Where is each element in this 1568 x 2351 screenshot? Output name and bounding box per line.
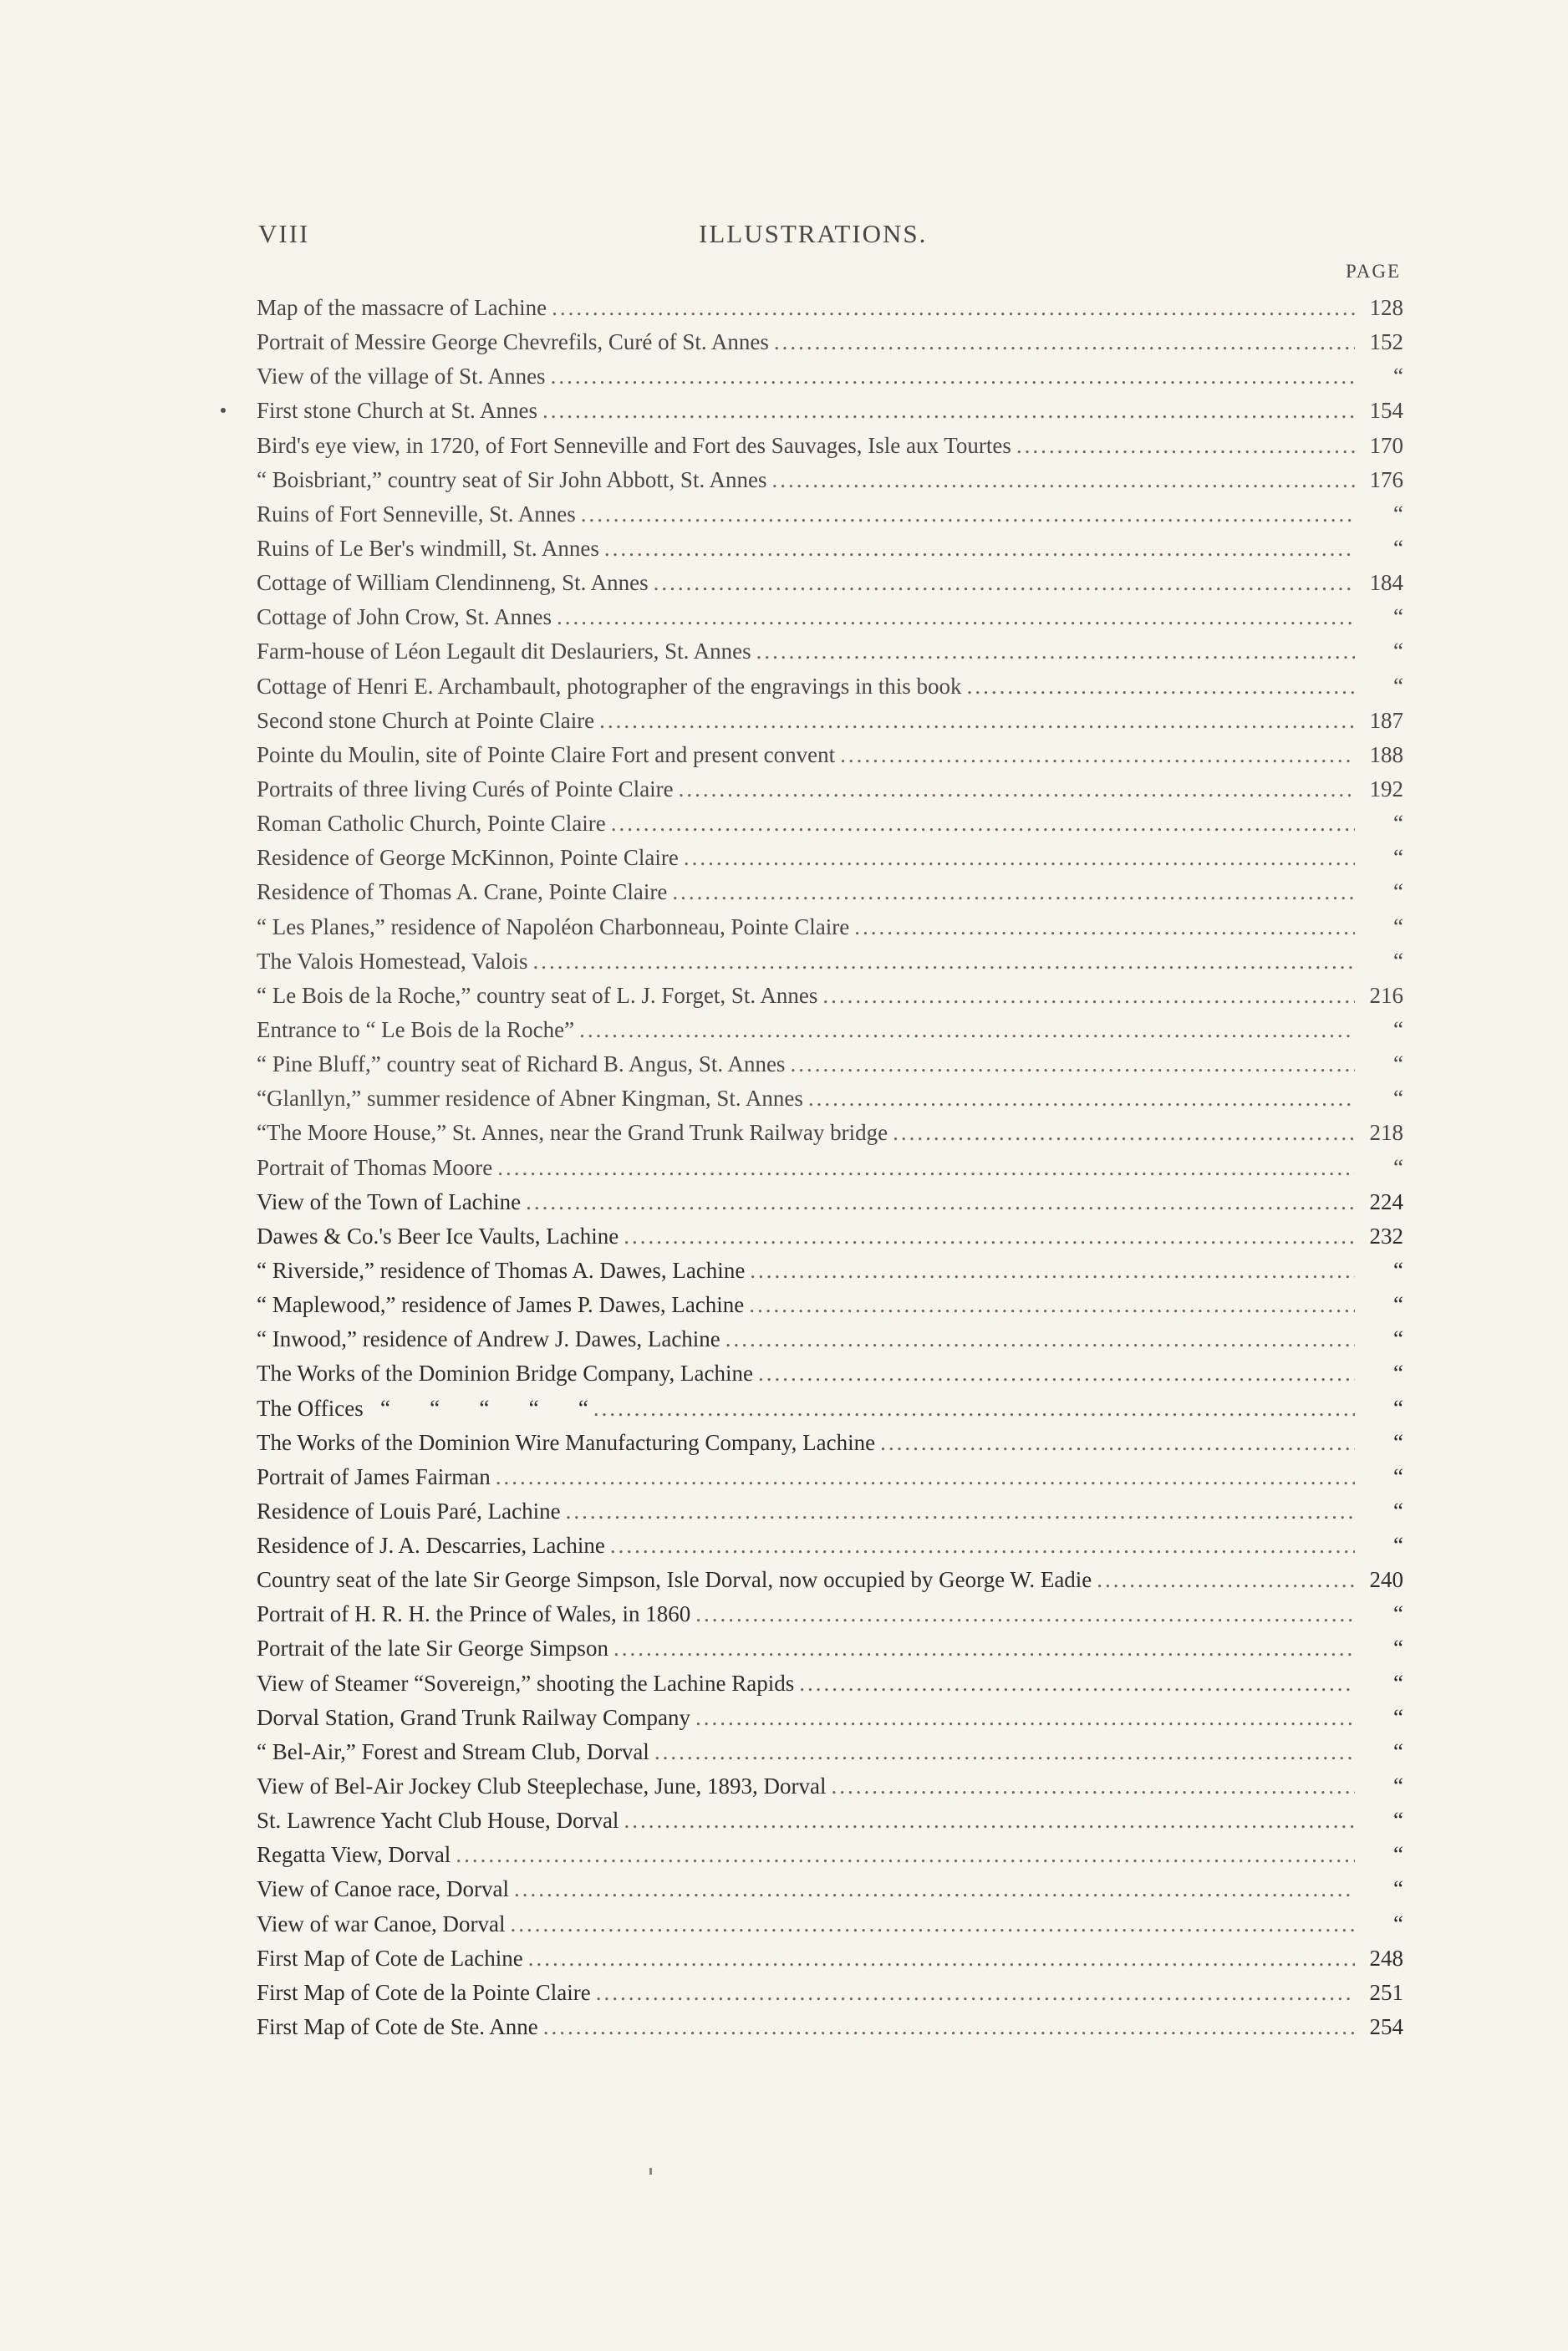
dot-leader xyxy=(875,1426,1355,1460)
dot-leader xyxy=(1092,1563,1355,1597)
entry-page: 224 xyxy=(1369,1188,1403,1214)
entry-page: 188 xyxy=(1369,741,1403,767)
entry-title: Dawes & Co.'s Beer Ice Vaults, Lachine xyxy=(257,1223,619,1249)
entry-title: Regatta View, Dorval xyxy=(257,1842,451,1868)
entry-page: 251 xyxy=(1369,1979,1403,2005)
dot-leader xyxy=(849,910,1355,944)
entry-title: View of Bel-Air Jockey Club Steeplechase, June, 1893, Dorval xyxy=(257,1773,827,1799)
dot-leader xyxy=(720,1322,1355,1356)
dot-leader xyxy=(509,1872,1355,1906)
entry-title: Portrait of the late Sir George Simpson xyxy=(257,1636,608,1661)
entry-title: “ Riverside,” residence of Thomas A. Dawes, Lachine xyxy=(257,1257,746,1283)
entry-title: The Works of the Dominion Bridge Company, Lachine xyxy=(257,1361,753,1387)
dot-leader xyxy=(649,1735,1355,1769)
entry-title: “ Bel-Air,” Forest and Stream Club, Dorval xyxy=(257,1738,649,1764)
entry-title: Portrait of Messire George Chevrefils, Curé of St. Annes xyxy=(257,329,769,355)
dot-leader xyxy=(751,634,1355,669)
list-item xyxy=(257,1494,1403,1529)
dot-leader xyxy=(679,841,1355,875)
entry-title: Residence of Thomas A. Crane, Pointe Claire xyxy=(257,879,668,905)
entry-page: “ xyxy=(1393,948,1403,974)
entry-title: Dorval Station, Grand Trunk Railway Company xyxy=(257,1704,690,1730)
entry-page: 170 xyxy=(1369,432,1403,458)
entry-page: “ xyxy=(1393,1601,1403,1627)
dot-leader xyxy=(766,463,1355,497)
list-item xyxy=(257,1529,1403,1563)
dot-leader xyxy=(794,1667,1355,1701)
entry-title: Portraits of three living Curés of Pointe Claire xyxy=(257,776,674,801)
list-item xyxy=(257,1356,1403,1391)
entry-title: Ruins of Le Ber's windmill, St. Annes xyxy=(257,535,599,561)
entry-page: “ xyxy=(1393,1773,1403,1799)
page-folio: VIII xyxy=(258,219,310,248)
list-item xyxy=(257,566,1403,600)
list-item xyxy=(257,1872,1403,1906)
dot-leader xyxy=(888,1116,1355,1150)
dot-leader xyxy=(591,1976,1355,2010)
entry-page: 232 xyxy=(1369,1223,1403,1249)
entry-title: The Valois Homestead, Valois xyxy=(257,948,528,974)
entry-title: Cottage of William Clendinneng, St. Annes xyxy=(257,570,649,596)
dot-leader xyxy=(594,704,1355,738)
entry-title: “ Les Planes,” residence of Napoléon Charbonneau, Pointe Claire xyxy=(257,913,850,939)
entry-page: “ xyxy=(1393,879,1403,905)
entry-title: “ Maplewood,” residence of James P. Dawes, Lachine xyxy=(257,1292,745,1318)
entry-title: Residence of George McKinnon, Pointe Claire xyxy=(257,845,679,871)
entry-title: St. Lawrence Yacht Club House, Dorval xyxy=(257,1808,619,1834)
entry-page: “ xyxy=(1393,1463,1403,1489)
entry-page: 187 xyxy=(1369,707,1403,733)
entry-page: “ xyxy=(1393,1051,1403,1077)
list-item xyxy=(257,1667,1403,1701)
list-item xyxy=(257,1769,1403,1804)
entry-title: First Map of Cote de la Pointe Claire xyxy=(257,1979,591,2005)
entry-title: Map of the massacre of Lachine xyxy=(257,295,547,320)
entry-page: “ xyxy=(1393,1842,1403,1868)
dot-leader xyxy=(605,1529,1355,1563)
dot-leader xyxy=(619,1219,1355,1254)
list-item xyxy=(257,394,1403,428)
list-item xyxy=(257,1322,1403,1356)
entry-title: Portrait of H. R. H. the Prince of Wales, in 1860 xyxy=(257,1601,691,1627)
page-column-label: PAGE xyxy=(1346,261,1401,282)
entry-page: 254 xyxy=(1369,2014,1403,2040)
entry-page: 192 xyxy=(1369,776,1403,801)
running-header xyxy=(258,219,1403,252)
entry-title: Pointe du Moulin, site of Pointe Claire Fort and present convent xyxy=(257,741,836,767)
entry-page: 176 xyxy=(1369,466,1403,492)
entry-page: “ xyxy=(1393,604,1403,630)
list-item xyxy=(257,841,1403,875)
entry-title: “ Pine Bluff,” country seat of Richard B. Angus, St. Annes xyxy=(257,1051,786,1077)
list-item xyxy=(257,944,1403,979)
dot-leader xyxy=(561,1494,1355,1529)
dot-leader xyxy=(574,1013,1355,1047)
list-item xyxy=(257,497,1403,532)
entry-page: “ xyxy=(1393,1876,1403,1902)
entry-page: 128 xyxy=(1369,295,1403,320)
dot-leader xyxy=(506,1907,1355,1941)
entry-title: Second stone Church at Pointe Claire xyxy=(257,707,595,733)
entry-title: “ Inwood,” residence of Andrew J. Dawes, Lachine xyxy=(257,1326,720,1352)
entry-page: 248 xyxy=(1369,1945,1403,1971)
dot-leader xyxy=(619,1804,1355,1838)
list-item xyxy=(257,1219,1403,1254)
entry-title: Portrait of James Fairman xyxy=(257,1463,491,1489)
entry-title: Portrait of Thomas Moore xyxy=(257,1154,493,1180)
entry-page: “ xyxy=(1393,1498,1403,1524)
entry-page: “ xyxy=(1393,1636,1403,1661)
entry-page: “ xyxy=(1393,1326,1403,1352)
list-item xyxy=(257,1151,1403,1185)
dot-leader xyxy=(745,1254,1355,1288)
entry-page: “ xyxy=(1393,1704,1403,1730)
list-item xyxy=(257,1185,1403,1219)
entry-page: 154 xyxy=(1369,398,1403,424)
dot-leader xyxy=(521,1185,1355,1219)
list-item xyxy=(257,910,1403,944)
dot-leader xyxy=(547,291,1355,325)
entry-page: “ xyxy=(1393,1911,1403,1936)
dot-leader xyxy=(608,1631,1355,1666)
dot-leader xyxy=(962,669,1355,704)
dot-leader xyxy=(546,359,1355,394)
entry-page: “ xyxy=(1393,1154,1403,1180)
entry-title: Residence of J. A. Descarries, Lachine xyxy=(257,1533,605,1559)
list-item xyxy=(257,1735,1403,1769)
entry-page: “ xyxy=(1393,1533,1403,1559)
entry-title: “ Boisbriant,” country seat of Sir John Abbott, St. Annes xyxy=(257,466,767,492)
entry-title: “Glanllyn,” summer residence of Abner Kingman, St. Annes xyxy=(257,1086,803,1112)
dot-leader xyxy=(785,1047,1355,1081)
dot-leader xyxy=(826,1769,1355,1804)
list-item xyxy=(257,1976,1403,2010)
list-item xyxy=(257,600,1403,634)
dot-leader xyxy=(492,1151,1355,1185)
entry-page: 218 xyxy=(1369,1120,1403,1146)
entry-title: Bird's eye view, in 1720, of Fort Senneville and Fort des Sauvages, Isle aux Tourtes xyxy=(257,432,1011,458)
list-item xyxy=(257,772,1403,807)
entry-page: “ xyxy=(1393,1016,1403,1042)
entry-title: Ruins of Fort Senneville, St. Annes xyxy=(257,501,576,527)
dot-leader xyxy=(769,325,1355,359)
list-item xyxy=(257,463,1403,497)
list-item xyxy=(257,979,1403,1013)
entry-page: 184 xyxy=(1369,570,1403,596)
entry-title: Roman Catholic Church, Pointe Claire xyxy=(257,811,606,837)
list-item xyxy=(257,1460,1403,1494)
entry-title: The Works of the Dominion Wire Manufacturing Company, Lachine xyxy=(257,1429,876,1455)
list-item xyxy=(257,1392,1403,1426)
entry-page: “ xyxy=(1393,913,1403,939)
list-item xyxy=(257,738,1403,772)
list-item xyxy=(257,1047,1403,1081)
list-item xyxy=(257,1907,1403,1941)
entry-page: “ xyxy=(1393,1395,1403,1421)
dot-leader xyxy=(690,1597,1355,1631)
running-title: ILLUSTRATIONS. xyxy=(699,219,928,248)
entry-title: “The Moore House,” St. Annes, near the Grand Trunk Railway bridge xyxy=(257,1120,888,1146)
entry-title: Cottage of John Crow, St. Annes xyxy=(257,604,552,630)
entry-page: “ xyxy=(1393,1670,1403,1696)
list-item xyxy=(257,532,1403,566)
list-item xyxy=(257,1597,1403,1631)
entry-title: Entrance to “ Le Bois de la Roche” xyxy=(257,1016,575,1042)
dot-leader xyxy=(674,772,1355,807)
dot-leader xyxy=(527,944,1355,979)
dot-leader xyxy=(523,1941,1355,1976)
illustrations-list xyxy=(257,291,1403,2044)
entry-title: First Map of Cote de Lachine xyxy=(257,1945,523,1971)
list-item xyxy=(257,2010,1403,2044)
entry-page: 152 xyxy=(1369,329,1403,355)
list-item xyxy=(257,1426,1403,1460)
stray-mark xyxy=(649,2168,652,2175)
entry-page: “ xyxy=(1393,673,1403,699)
entry-page: “ xyxy=(1393,1257,1403,1283)
list-item xyxy=(257,669,1403,704)
entry-title: First Map of Cote de Ste. Anne xyxy=(257,2014,538,2040)
list-item xyxy=(257,1804,1403,1838)
stray-mark xyxy=(221,408,226,413)
dot-leader xyxy=(803,1081,1355,1116)
entry-title: View of the Town of Lachine xyxy=(257,1188,522,1214)
list-item xyxy=(257,1563,1403,1597)
dot-leader xyxy=(753,1356,1355,1391)
dot-leader xyxy=(835,738,1355,772)
entry-title: Farm-house of Léon Legault dit Deslauriers, St. Annes xyxy=(257,639,751,664)
list-item xyxy=(257,1701,1403,1735)
dot-leader xyxy=(649,566,1355,600)
entry-page: “ xyxy=(1393,811,1403,837)
entry-title: View of the village of St. Annes xyxy=(257,364,546,389)
dot-leader xyxy=(1011,429,1355,463)
entry-page: 216 xyxy=(1369,982,1403,1008)
entry-title: First stone Church at St. Annes xyxy=(257,398,537,424)
entry-title: “ Le Bois de la Roche,” country seat of L. J. Forget, St. Annes xyxy=(257,982,818,1008)
entry-title: View of Steamer “Sovereign,” shooting the Lachine Rapids xyxy=(257,1670,795,1696)
dot-leader xyxy=(744,1288,1355,1322)
entry-page: “ xyxy=(1393,639,1403,664)
entry-title: View of Canoe race, Dorval xyxy=(257,1876,509,1902)
list-item xyxy=(257,634,1403,669)
list-item xyxy=(257,1631,1403,1666)
dot-leader xyxy=(537,394,1355,428)
dot-leader xyxy=(588,1392,1355,1426)
dot-leader xyxy=(451,1838,1355,1872)
list-item xyxy=(257,1254,1403,1288)
entry-page: “ xyxy=(1393,1429,1403,1455)
list-item xyxy=(257,291,1403,325)
list-item xyxy=(257,359,1403,394)
entry-page: “ xyxy=(1393,501,1403,527)
dot-leader xyxy=(576,497,1355,532)
dot-leader xyxy=(552,600,1355,634)
entry-title: Residence of Louis Paré, Lachine xyxy=(257,1498,561,1524)
entry-page: “ xyxy=(1393,535,1403,561)
dot-leader xyxy=(667,875,1355,909)
entry-title: View of war Canoe, Dorval xyxy=(257,1911,506,1936)
list-item xyxy=(257,325,1403,359)
entry-title: Cottage of Henri E. Archambault, photographer of the engravings in this book xyxy=(257,673,962,699)
entry-page: “ xyxy=(1393,845,1403,871)
list-item xyxy=(257,1081,1403,1116)
entry-page: “ xyxy=(1393,1808,1403,1834)
list-item xyxy=(257,1941,1403,1976)
list-item xyxy=(257,1013,1403,1047)
entry-page: “ xyxy=(1393,1738,1403,1764)
dot-leader xyxy=(538,2010,1355,2044)
dot-leader xyxy=(606,807,1355,841)
list-item xyxy=(257,429,1403,463)
list-item xyxy=(257,807,1403,841)
list-item xyxy=(257,1838,1403,1872)
list-item xyxy=(257,875,1403,909)
entry-page: “ xyxy=(1393,1292,1403,1318)
entry-title: Country seat of the late Sir George Simpson, Isle Dorval, now occupied by George W. Eadie xyxy=(257,1567,1092,1593)
entry-page: “ xyxy=(1393,364,1403,389)
dot-leader xyxy=(491,1460,1355,1494)
dot-leader xyxy=(599,532,1355,566)
entry-page: “ xyxy=(1393,1086,1403,1112)
dot-leader xyxy=(817,979,1355,1013)
entry-page: 240 xyxy=(1369,1567,1403,1593)
list-item xyxy=(257,704,1403,738)
entry-title: The Offices “ “ “ “ “ xyxy=(257,1395,588,1421)
dot-leader xyxy=(690,1701,1355,1735)
list-item xyxy=(257,1288,1403,1322)
list-item xyxy=(257,1116,1403,1150)
entry-page: “ xyxy=(1393,1361,1403,1387)
